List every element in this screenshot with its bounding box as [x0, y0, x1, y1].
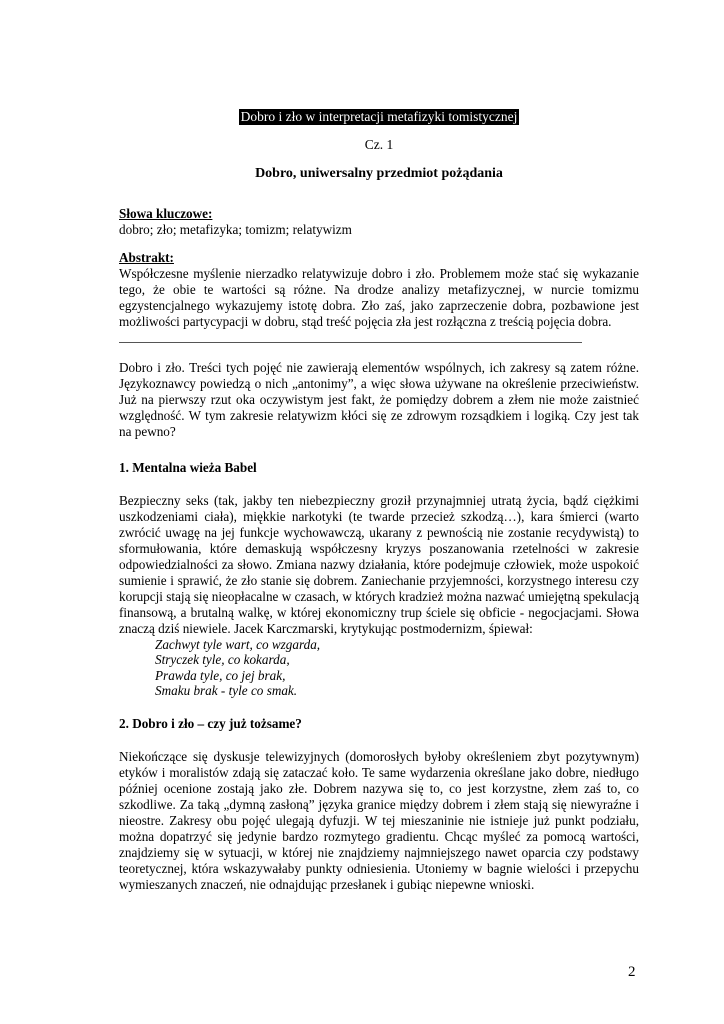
- document-subtitle: Dobro, uniwersalny przedmiot pożądania: [255, 166, 503, 181]
- poem-line: Prawda tyle, co jej brak,: [155, 667, 286, 683]
- poem-line: Zachwyt tyle wart, co wzgarda,: [155, 637, 321, 652]
- divider: [119, 342, 582, 343]
- keywords-section: [119, 206, 639, 238]
- title-row: [119, 109, 639, 125]
- section1-heading: 1. Mentalna wieża Babel: [119, 460, 257, 475]
- section1-paragraph: Bezpieczny seks (tak, jakby ten niebezpieczny groził przynajmniej utratą życia, bądź ciężkimi uszkodzeniami ciała), miękkie narkotyki (te twarde przecież szkodzą…), kara śmierci (warto zwrócić uwagę na jej funkcje wychowawczą, ukarany z pewnością nie zostanie recydywistą) to sformułowania, które demaskują współczesny kryzys poszanowania rzetelności w zakresie odpowiedzialności za słowo. Zmiana nazwy działania, które podejmuje człowiek, może uspokoić sumienie i sprawić, że zło stanie się dobrem. Zaniechanie przyjemności, korzystnego interesu czy korupcji stają się nieopłacalne w czasach, w których kradzież można nazwać umiejętną spekulacją finansową, a brutalną walkę, w której ekonomiczny trup ściele się obficie - negocjacjami. Słowa znaczą dziś niewiele. Jacek Karczmarski, krytykując postmodernizm, śpiewał:: [119, 493, 639, 636]
- section2-paragraph: Niekończące się dyskusje telewizyjnych (domorosłych byłoby określeniem zbyt pozytywnym) etyków i moralistów zdają się zataczać koło. Te same wydarzenia określane jako dobre, niedługo później ocenione zostają jako złe. Dobrem nazywa się to, co jest korzystne, złem zaś to, co szkodliwe. Za taką „dymną zasłoną” języka granice między dobrem i złem stają się niewyraźne i nieostre. Zakresy obu pojęć ulegają dyfuzji. W tej mieszaninie nie istnieje już punkt podziału, można dopatrzyć się jedynie bardzo rozmytego gradientu. Chcąc myśleć za pomocą wartości, znajdziemy się w sytuacji, w której nie znajdziemy najmniejszego nawet oparcia czy podstawy teoretycznej, która wskazywałaby punkty odniesienia. Utoniemy w bagnie wielości i przepychu wymieszanych znaczeń, nie odnajdując przesłanek i gubiąc niepewne wnioski.: [119, 748, 639, 892]
- abstract-text: Współczesne myślenie nierzadko relatywizuje dobro i zło. Problemem może stać się wykazanie tego, że obie te wartości są różne. Na drodze analizy metafizycznej, w nurcie tomizmu egzystencjalnego wykazujemy istotę dobra. Zło zaś, jako zaprzeczenie dobra, pozbawione jest możliwości partycypacji w dobru, stąd treść pojęcia zła jest rozłączna z treścią pojęcia dobra.: [119, 266, 639, 329]
- section2-heading: 2. Dobro i zło – czy już tożsame?: [119, 715, 302, 731]
- poem-line: Stryczek tyle, co kokarda,: [155, 652, 290, 668]
- abstract-label: Abstrakt:: [119, 250, 174, 265]
- document-page: [119, 109, 639, 893]
- poem-quote: [155, 637, 639, 699]
- part-label: Cz. 1: [364, 137, 394, 152]
- intro-paragraph: Dobro i zło. Treści tych pojęć nie zawierają elementów wspólnych, ich zakresy są zatem różne. Językoznawcy powiedzą o nich „antonimy”, a więc słowa używane na określenie przeciwieństw. Już na pierwszy rzut oka oczywistym jest fakt, że pomiędzy dobrem a złem nie może zaistnieć względność. W tym zakresie relatywizm kłóci się ze zdrowym rozsądkiem i logiką. Czy jest tak na pewno?: [119, 360, 639, 439]
- keywords-text: dobro; zło; metafizyka; tomizm; relatywizm: [119, 222, 352, 237]
- poem-line: Smaku brak - tyle co smak.: [155, 683, 298, 699]
- abstract-section: [119, 250, 639, 343]
- keywords-label: Słowa kluczowe:: [119, 206, 213, 221]
- page-number: 2: [628, 964, 636, 980]
- document-title: Dobro i zło w interpretacji metafizyki tomistycznej: [240, 109, 518, 124]
